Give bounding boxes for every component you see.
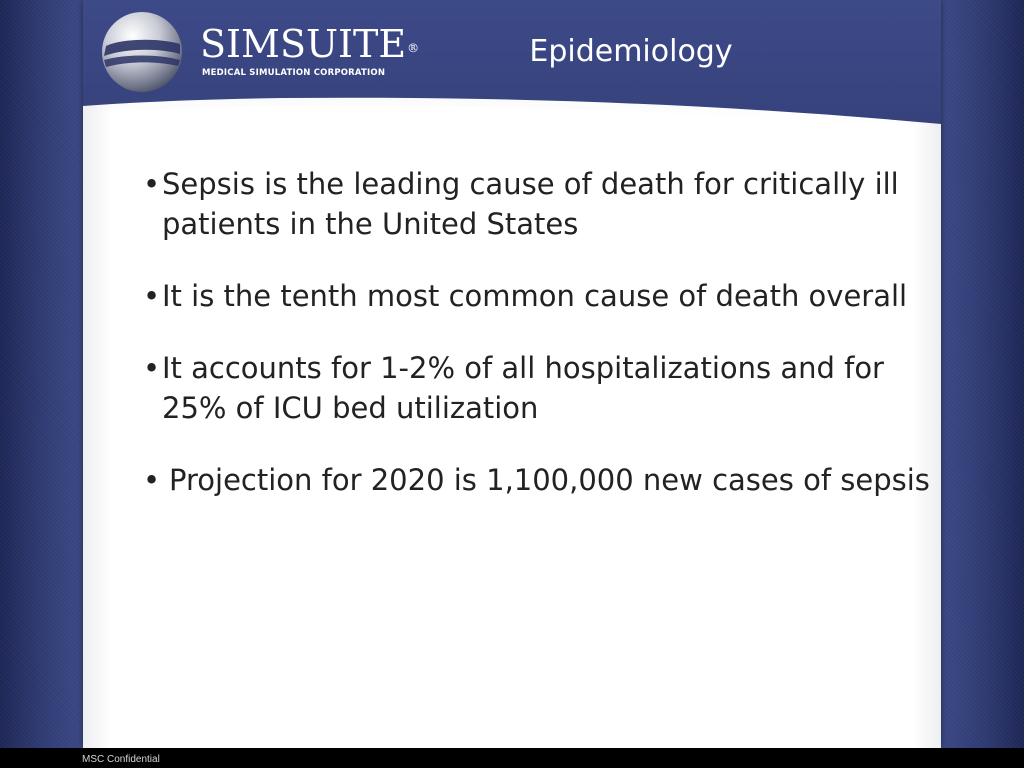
footer-confidential-label: MSC Confidential — [82, 754, 160, 765]
bullet-item — [140, 348, 930, 428]
bullet-text: Sepsis is the leading cause of death for critically ill patients in the United States — [162, 167, 899, 241]
logo-wordmark: SIMSUITE® — [200, 22, 420, 66]
simsuite-logo — [100, 10, 420, 94]
bullet-item — [140, 164, 930, 244]
bullet-list — [140, 164, 930, 532]
logo-tagline: MEDICAL SIMULATION CORPORATION — [202, 68, 386, 78]
bullet-item — [140, 460, 930, 500]
bullet-item — [140, 276, 930, 316]
bullet-dot: • — [143, 463, 161, 497]
registered-mark: ® — [407, 41, 420, 55]
bullet-text: It is the tenth most common cause of death overall — [162, 279, 908, 313]
bullet-text: Projection for 2020 is 1,100,000 new cases of sepsis — [169, 463, 930, 497]
bullet-dot: • — [143, 351, 161, 385]
bullet-dot: • — [143, 279, 161, 313]
logo-globe-icon — [100, 10, 184, 94]
bullet-dot: • — [143, 167, 161, 201]
bullet-text: It accounts for 1-2% of all hospitalizations and for 25% of ICU bed utilization — [162, 351, 884, 425]
footer-bar — [0, 748, 1024, 768]
slide-title: Epidemiology — [529, 34, 733, 69]
